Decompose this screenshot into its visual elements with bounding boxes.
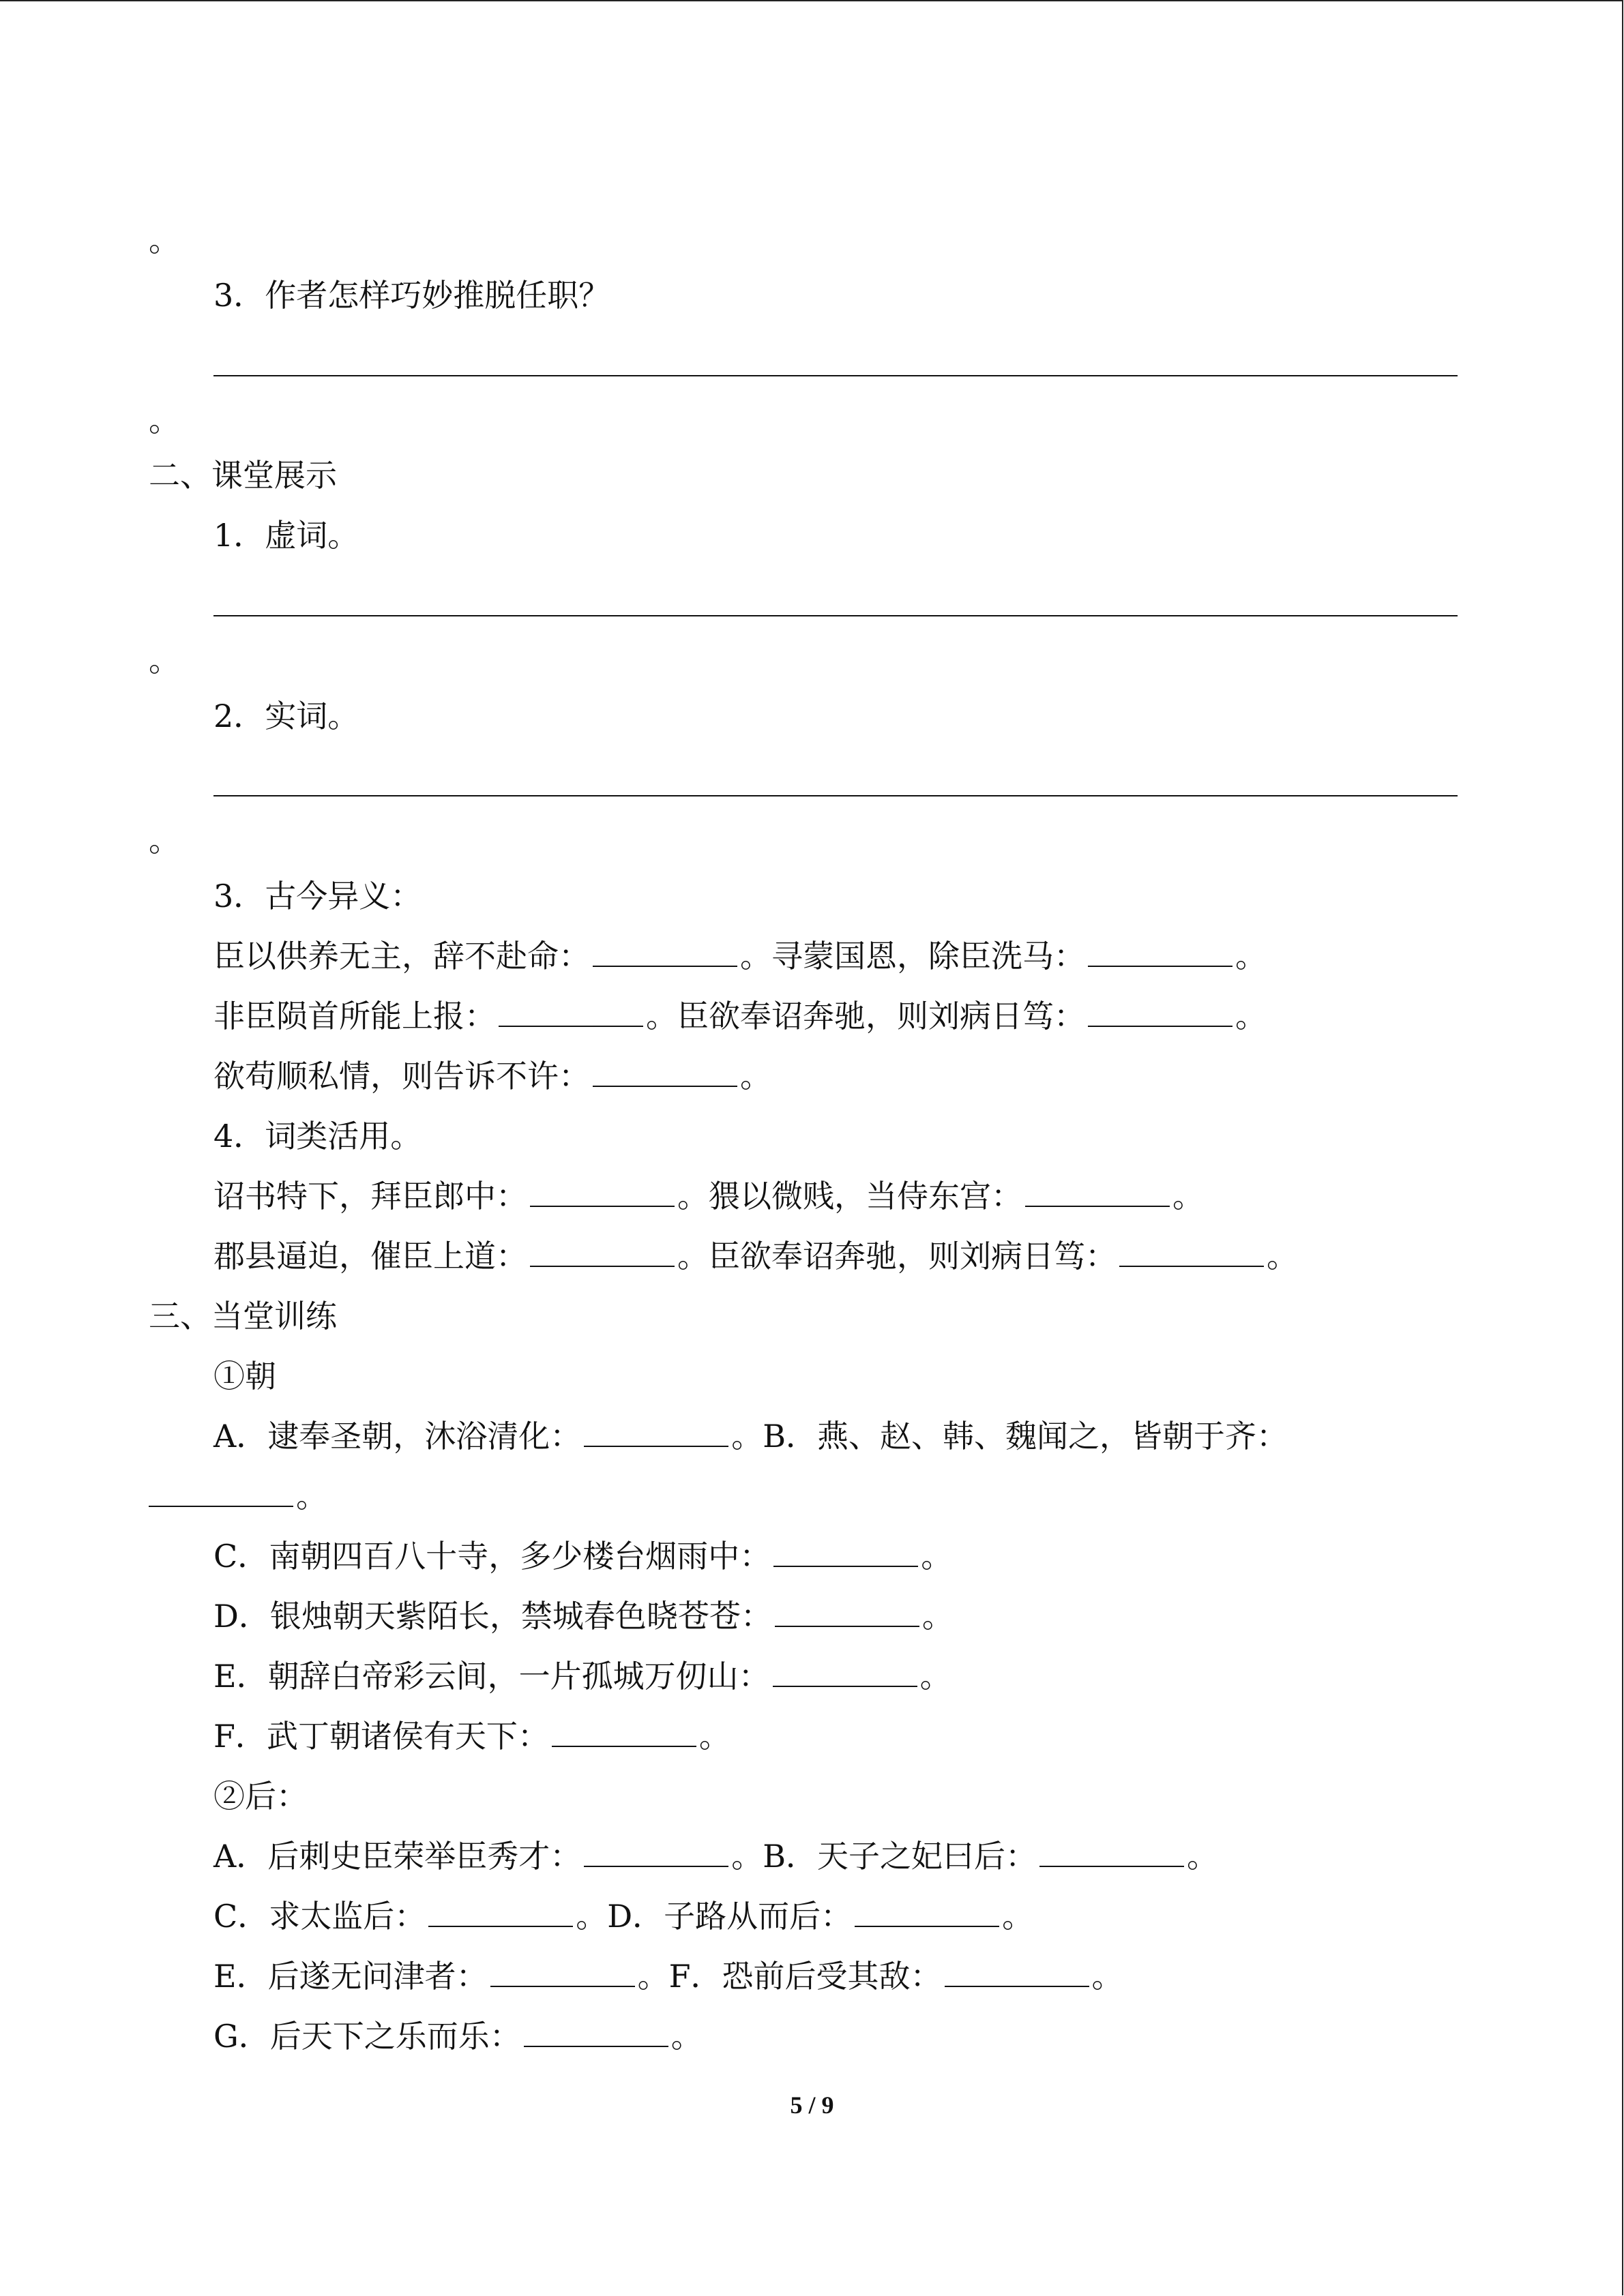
fill-blank[interactable]: [1119, 1236, 1264, 1267]
fill-blank[interactable]: [149, 1476, 293, 1507]
fill-blank[interactable]: [530, 1176, 675, 1207]
fill-blank[interactable]: [584, 1416, 728, 1447]
hou-heading: ②后：: [213, 1778, 308, 1815]
zhao-heading: ①朝: [213, 1358, 276, 1395]
zhao-line-e: E．朝辞白帝彩云间，一片孤城万仞山： 。: [213, 1656, 951, 1697]
question-3: 3．作者怎样巧妙推脱任职？: [213, 277, 610, 314]
guji-line-3: 欲苟顺私情，则告诉不许： 。: [213, 1056, 771, 1097]
zhao-line-f: F．武丁朝诸侯有天下： 。: [213, 1716, 730, 1757]
stray-period: 。: [149, 822, 180, 859]
zhao-line-b-cont: 。: [149, 1476, 327, 1517]
fill-blank[interactable]: [1039, 1836, 1184, 1867]
fill-blank[interactable]: [1088, 936, 1232, 967]
fill-blank[interactable]: [945, 1956, 1089, 1987]
hou-line-g: G．后天下之乐而乐： 。: [213, 2016, 703, 2057]
fill-blank[interactable]: [593, 1056, 737, 1087]
fill-blank[interactable]: [584, 1836, 728, 1867]
zhao-line-ab: A．逮奉圣朝，沐浴清化： 。B．燕、赵、韩、魏闻之，皆朝于齐：: [213, 1416, 1288, 1457]
cilei-heading: 4．词类活用。: [213, 1118, 422, 1154]
guji-line-2: 非臣陨首所能上报： 。臣欲奉诏奔驰，则刘病日笃： 。: [213, 996, 1267, 1037]
fill-blank[interactable]: [524, 2016, 668, 2047]
cilei-line-1: 诏书特下，拜臣郎中： 。猥以微贱，当侍东宫： 。: [213, 1176, 1204, 1217]
zhao-line-c: C．南朝四百八十寺，多少楼台烟雨中： 。: [213, 1536, 952, 1577]
fill-blank[interactable]: [855, 1896, 999, 1927]
zhao-line-d: D．银烛朝天紫陌长，禁城春色晓苍苍： 。: [213, 1596, 954, 1637]
page-number: 5 / 9: [790, 2091, 834, 2119]
fill-blank[interactable]: [1025, 1176, 1170, 1207]
answer-line-shici[interactable]: [213, 795, 1458, 796]
section-2-title: 二、课堂展示: [149, 457, 337, 494]
cilei-line-2: 郡县逼迫，催臣上道： 。臣欲奉诏奔驰，则刘病日笃： 。: [213, 1236, 1298, 1277]
answer-line-q3[interactable]: [213, 375, 1458, 376]
fill-blank[interactable]: [490, 1956, 635, 1987]
section-3-title: 三、当堂训练: [149, 1298, 337, 1335]
shici-heading: 2．实词。: [213, 698, 359, 734]
stray-period: 。: [149, 642, 180, 679]
fill-blank[interactable]: [593, 936, 737, 967]
hou-line-cd: C．求太监后： 。D．子路从而后： 。: [213, 1896, 1033, 1937]
stray-period: 。: [149, 402, 180, 438]
fill-blank[interactable]: [775, 1596, 919, 1627]
fill-blank[interactable]: [499, 996, 643, 1027]
fill-blank[interactable]: [773, 1656, 917, 1687]
stray-period: 。: [149, 222, 180, 258]
fill-blank[interactable]: [1088, 996, 1232, 1027]
answer-line-xuci[interactable]: [213, 615, 1458, 616]
guji-heading: 3．古今异义：: [213, 878, 422, 914]
hou-line-ef: E．后遂无问津者： 。F．恐前后受其敌： 。: [213, 1956, 1123, 1997]
fill-blank[interactable]: [428, 1896, 573, 1927]
hou-line-ab: A．后刺史臣荣举臣秀才： 。B．天子之妃曰后： 。: [213, 1836, 1218, 1877]
fill-blank[interactable]: [530, 1236, 675, 1267]
guji-line-1: 臣以供养无主，辞不赴命： 。寻蒙国恩，除臣洗马： 。: [213, 936, 1267, 976]
fill-blank[interactable]: [552, 1716, 696, 1747]
fill-blank[interactable]: [773, 1536, 918, 1567]
xuci-heading: 1．虚词。: [213, 517, 359, 554]
